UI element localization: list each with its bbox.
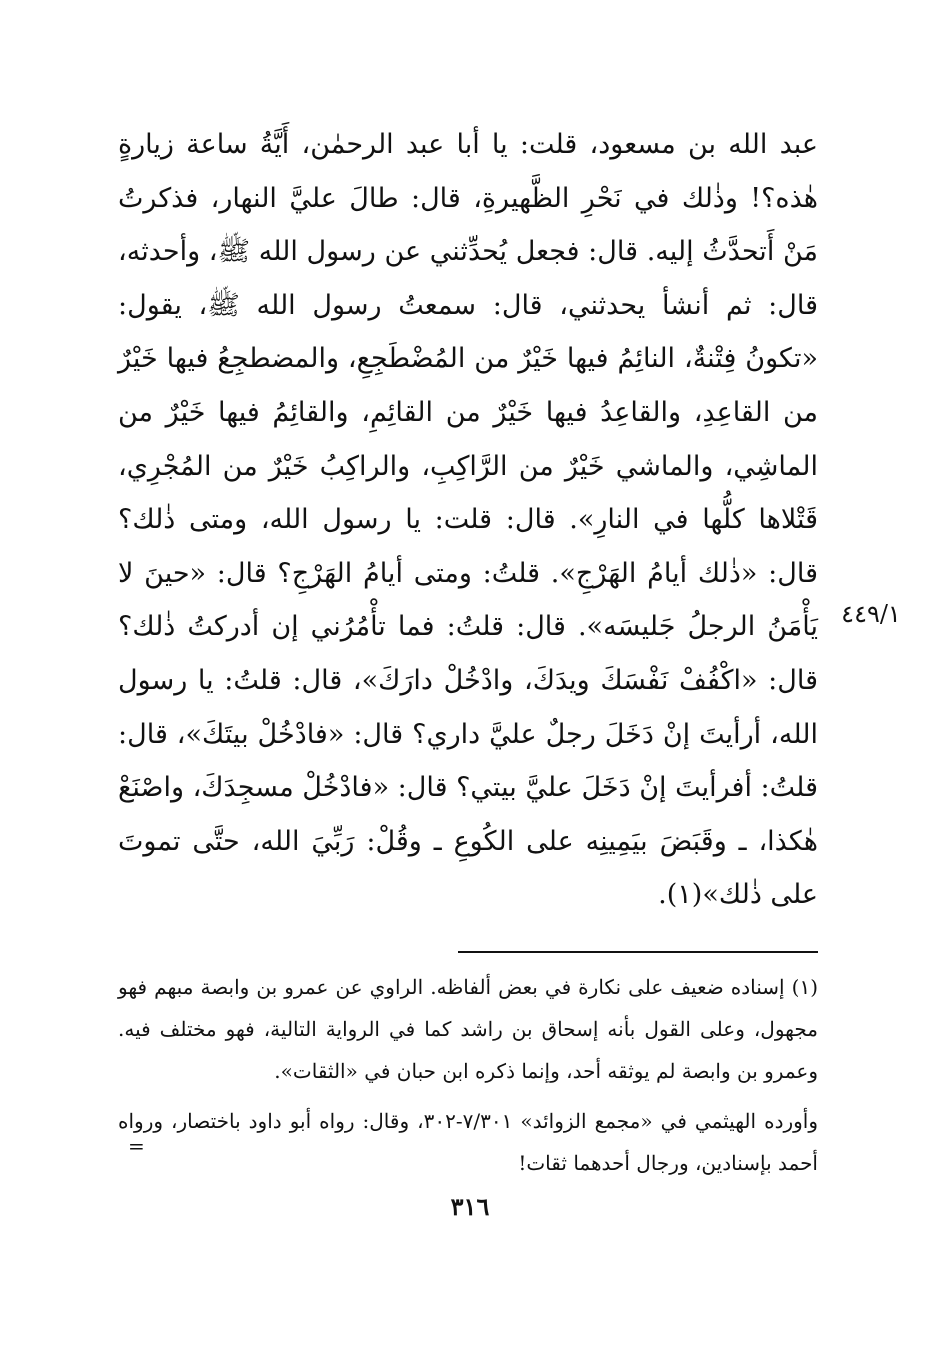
- margin-volume-page-reference: ٤٤٩/١: [841, 600, 901, 628]
- page-number: ٣١٦: [450, 1192, 490, 1221]
- hadith-body: [118, 118, 818, 922]
- footnotes-section: [118, 966, 818, 1184]
- hadith-text: عبد الله بن مسعود، قلت: يا أبا عبد الرحمٰن، أَيَّةُ ساعة زيارةٍ هٰذه؟! وذٰلك في نَحْرِ الظَّهيرةِ، قال: طالَ عليَّ النهار، فذكرتُ مَنْ أَتحدَّثُ إليه. قال: فجعل يُحدِّثني عن رسول الله ﷺ، وأحدثه، قال: ثم أنشأ يحدثني، قال: سمعتُ رسول الله ﷺ، يقول: «تكونُ فِتْنةٌ، النائِمُ فيها خَيْرٌ من المُضْطَجِعِ، والمضطجِعُ فيها خَيْرٌ من القاعِدِ، والقاعِدُ فيها خَيْرٌ من القائِمِ، والقائِمُ فيها خَيْرٌ من الماشِي، والماشي خَيْرٌ من الرَّاكِبِ، والراكِبُ خَيْرٌ من المُجْرِي، قَتْلاها كلُّها في النارِ». قال: قلت: يا رسول الله، ومتى ذٰلك؟ قال: «ذٰلك أيامُ الهَرْجِ». قلتُ: ومتى أيامُ الهَرْجِ؟ قال: «حينَ لا يَأْمَنُ الرجلُ جَليسَه». قال: قلتُ: فما تأْمُرُني إن أدركتُ ذٰلك؟ قال: «اكْفُفْ نَفْسَكَ ويدَكَ، وادْخُلْ دارَكَ»، قال: قلتُ: يا رسول الله، أرأيتَ إنْ دَخَلَ رجلٌ عليَّ داري؟ قال: «فادْخُلْ بيتَكَ»، قال: قلتُ: أفرأيتَ إنْ دَخَلَ عليَّ بيتي؟ قال: «فادْخُلْ مسجِدَكَ، واصْنَعْ هٰكذا، ـ وقَبَضَ بيَمِينِه على الكُوعِ ـ وقُلْ: رَبِّيَ الله، حتَّى تموتَ على ذٰلك»(١).: [118, 129, 818, 911]
- footnote-separator-line: [458, 951, 818, 953]
- continuation-mark: =: [128, 1134, 145, 1158]
- footnote-paragraph: (١) إسناده ضعيف على نكارة في بعض ألفاظه. الراوي عن عمرو بن وابصة مبهم فهو مجهول، وعلى القول بأنه إسحاق بن راشد كما في الرواية التالية، فهو مختلف فيه. وعمرو بن وابصة لم يوثقه أحد، وإنما ذكره ابن حبان في «الثقات».: [118, 975, 818, 1083]
- footnote-paragraph: وأورده الهيثمي في «مجمع الزوائد» ٧/٣٠١-٣٠٢، وقال: رواه أبو داود باختصار، ورواه أحمد بإسنادين، ورجال أحدهما ثقات!: [118, 1109, 819, 1175]
